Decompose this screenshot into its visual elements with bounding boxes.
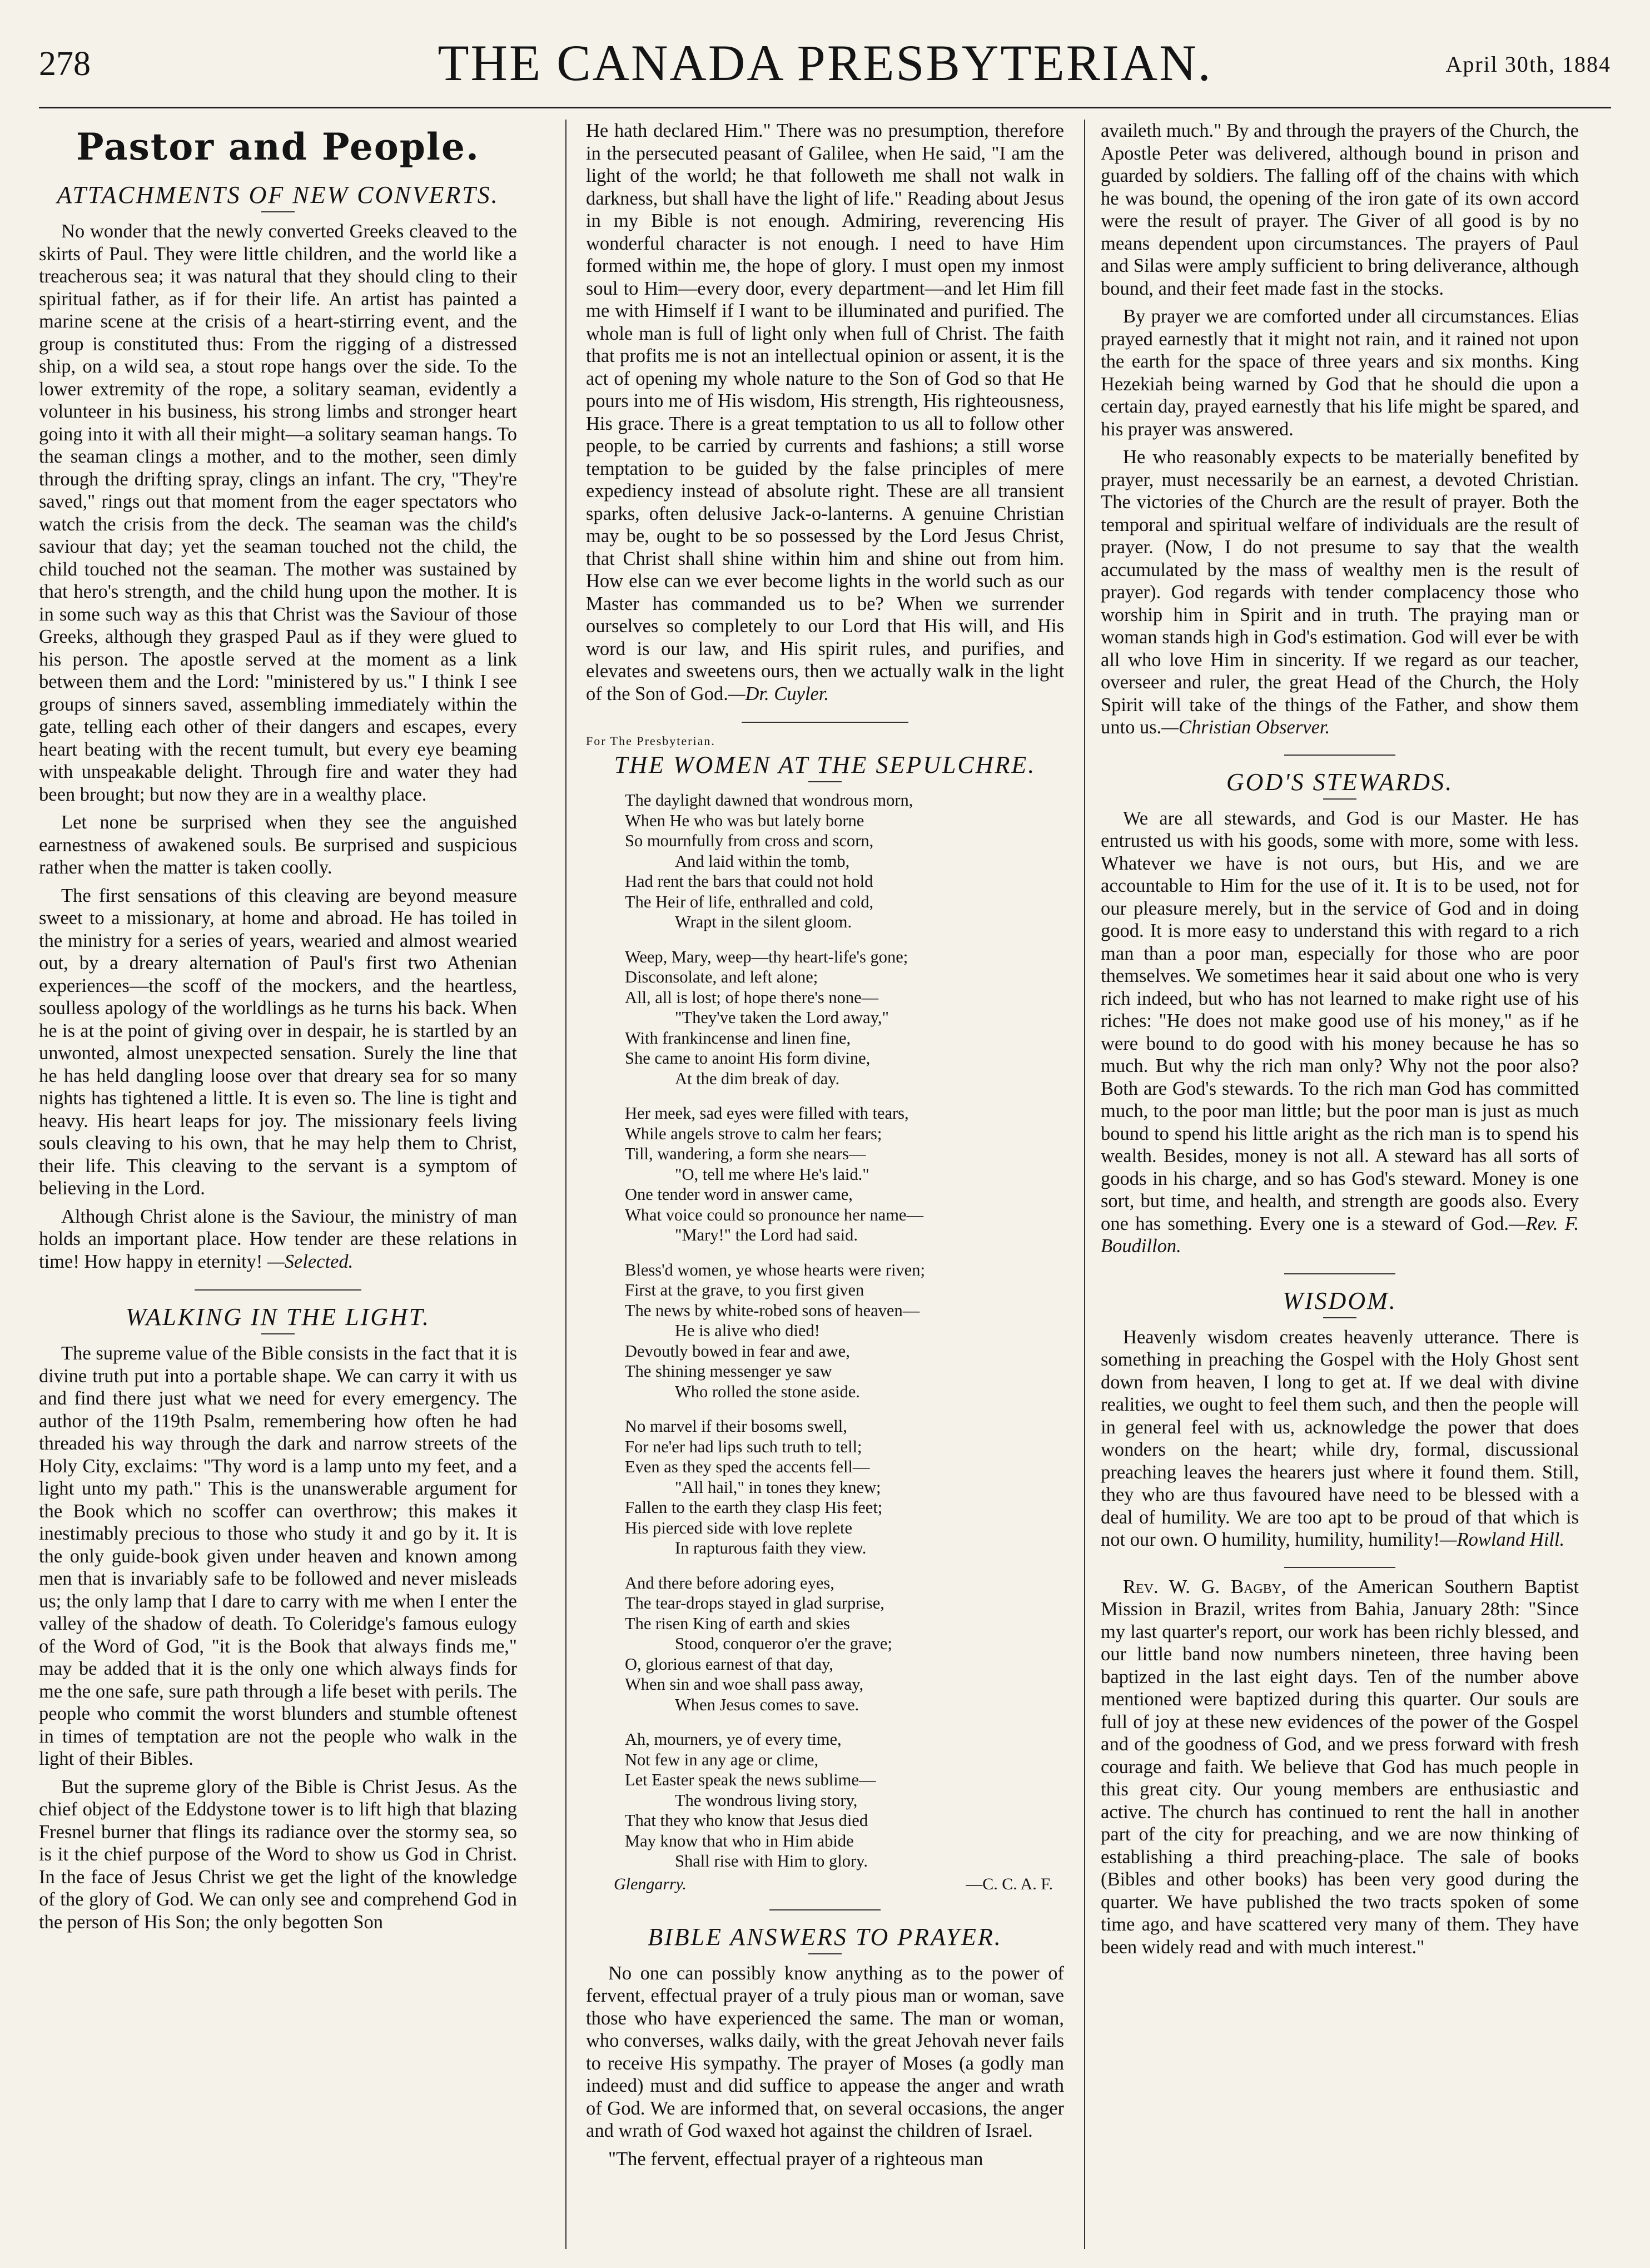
issue-date: April 30th, 1884 bbox=[1445, 52, 1611, 77]
poem-line: All, all is lost; of hope there's none— bbox=[625, 987, 879, 1007]
poem-line: Shall rise with Him to glory. bbox=[675, 1852, 868, 1870]
section-rule bbox=[1284, 1567, 1395, 1568]
poem-place: Glengarry. bbox=[614, 1874, 687, 1893]
paragraph: No wonder that the newly converted Greeks cleaved to the skirts of Paul. They were little children, and the world like a treacherous sea; it was natural that they should cling to their spiritual father, as if for their life. An artist has painted a marine scene at the crisis of a heart-stirring event, and the group is constituted thus: From the rigging of a distressed ship, on a wild sea, a stout rope hangs over the side. To the lower extremity of the rope, a solitary seaman, evidently a volunteer in his business, his strong limbs and stronger heart going into it with all their might—a solitary seaman hangs. To the seaman clings a mother, and to the mother, seen dimly through the drifting spray, clings an infant. The cry, "They're saved," rings out that moment from the eager spectators who watch the crisis from the deck. The seaman was the child's saviour that day; yet the seaman touched not the child, the child touched not the seaman. The mother was sustained by that hero's strength, and the child hung upon the mother. It is in some such way as this that Christ was the Saviour of those Greeks, although they grasped Paul as if they were glued to his person. The apostle served at the moment as a link between them and the Lord: "ministered by us." I think I see groups of sinners saved, assembling immediately within the gate, telling each other of their dangers and escapes, every heart beating with the recent tumult, but every eye beaming with unspeakable delight. Through fire and water they had been brought; but now they are in a wealthy place. bbox=[39, 221, 517, 805]
poem-line: With frankincense and linen fine, bbox=[625, 1028, 851, 1048]
poem-stanza bbox=[625, 790, 1064, 932]
column-2 bbox=[586, 120, 1064, 2249]
attribution: —Dr. Cuyler. bbox=[728, 683, 829, 704]
poem-line: Ah, mourners, ye of every time, bbox=[625, 1730, 842, 1749]
poem-title: THE WOMEN AT THE SEPULCHRE. bbox=[614, 751, 1036, 778]
poem-line: May know that who in Him abide bbox=[625, 1831, 854, 1850]
page-number: 278 bbox=[39, 45, 91, 83]
poem-line: Weep, Mary, weep—thy heart-life's gone; bbox=[625, 947, 908, 966]
paragraph: No one can possibly know anything as to the power of fervent, effectual prayer of a truly pious man or woman, save those who have experienced the same. The man or woman, who converses, walks daily, with the great Jehovah never fails to receive His sympathy. The prayer of Moses (a godly man indeed) must and did suffice to appease the anger and wrath of God. We are informed that, on several occasions, the anger and wrath of God waxed hot against the children of Israel. bbox=[586, 1962, 1064, 2141]
poem-line: The wondrous living story, bbox=[675, 1790, 858, 1810]
poem-line: "They've taken the Lord away," bbox=[675, 1008, 889, 1027]
paragraph-text: Although Christ alone is the Saviour, the ministry of man holds an important place. How tender are these relations in time! How happy in eternity! bbox=[39, 1205, 517, 1272]
title-rule bbox=[808, 1953, 842, 1954]
poem-line: And there before adoring eyes, bbox=[625, 1573, 834, 1592]
masthead: THE CANADA PRESBYTERIAN. bbox=[438, 34, 1212, 91]
page-header bbox=[0, 0, 1650, 117]
poem-line: When Jesus comes to save. bbox=[675, 1695, 859, 1714]
title-rule bbox=[261, 211, 295, 212]
section-rule bbox=[742, 722, 908, 723]
attribution: —Selected. bbox=[267, 1250, 354, 1272]
column-divider bbox=[1084, 120, 1085, 2249]
poem-line: Till, wandering, a form she nears— bbox=[625, 1144, 866, 1163]
paragraph: availeth much." By and through the prayers of the Church, the Apostle Peter was delivered, although bound in prison and guarded by soldiers. The falling off of the chains with which he was bound, the opening of the iron gate of its own accord were the result of prayer. The Giver of all good is by no means dependent upon circumstances. The prayers of Paul and Silas were amply sufficient to bring deliverance, although bound, and their feet made fast in the stocks. bbox=[1101, 120, 1579, 299]
paragraph: But the supreme glory of the Bible is Christ Jesus. As the chief object of the Eddystone tower is to lift high that blazing Fresnel burner that flings its radiance over the stormy sea, so is it the chief purpose of the Word to show us God in Christ. In the face of Jesus Christ we get the light of the knowledge of the glory of God. We can only see and comprehend God in the person of His Son; the only begotten Son bbox=[39, 1776, 517, 1933]
department-title: Pastor and People. bbox=[76, 125, 480, 168]
poem-line: In rapturous faith they view. bbox=[675, 1539, 867, 1557]
paragraph bbox=[1101, 1576, 1579, 1959]
paragraph bbox=[586, 120, 1064, 705]
poem-credit-line: For The Presbyterian. bbox=[586, 734, 715, 748]
poem-line: At the dim break of day. bbox=[675, 1069, 840, 1088]
poem-line: O, glorious earnest of that day, bbox=[625, 1654, 833, 1674]
title-rule bbox=[261, 1333, 295, 1334]
poem-line: And laid within the tomb, bbox=[675, 851, 850, 871]
column-1 bbox=[39, 120, 517, 2249]
column-3 bbox=[1101, 120, 1579, 2249]
poem-signature-row bbox=[614, 1875, 1053, 1894]
poem-line: When He who was but lately borne bbox=[625, 811, 864, 830]
correspondent-name: Rev. W. G. Bagby, bbox=[1123, 1576, 1286, 1597]
poem-stanza bbox=[625, 1729, 1064, 1872]
header-rule bbox=[39, 107, 1611, 108]
section-rule bbox=[769, 1909, 881, 1910]
poem-stanza bbox=[625, 947, 1064, 1089]
poem-line: The daylight dawned that wondrous morn, bbox=[625, 791, 913, 810]
poem-line: Devoutly bowed in fear and awe, bbox=[625, 1341, 850, 1361]
paragraph-text: He hath declared Him." There was no presumption, therefore in the persecuted peasant of Galilee, when He said, "I am the light of the world; he that followeth me shall not walk in darkness, but shall have the light of life." Reading about Jesus in my Bible is not enough. Admiring, reverencing His wonderful character is not enough. I need to have Him formed within me, the hope of glory. I must open my inmost soul to Him—every door, every department—and let Him fill me with Himself if I want to be illuminated and purified. The whole man is full of light only when full of Christ. The faith that profits me is not an intellectual opinion or assent, it is the act of opening my whole nature to the Son of God so that He pours into me of His wisdom, His strength, His righteousness, His grace. There is a great temptation to us all to follow other people, to be carried by currents and fashions; a still worse temptation to be guided by the false principles of mere expediency instead of absolute right. These are all transient sparks, often delusive Jack-o-lanterns. A genuine Christian may be, ought to be so possessed by the Lord Jesus Christ, that Christ shall shine within him and shine out from him. How else can we ever become lights in the world such as our Master has commanded us to be? When we surrender ourselves so completely to our Lord that His will, and His word is our law, and His spirit rules, and purifies, and elevates and sweetens ours, then we actually walk in the light of the Son of God. bbox=[586, 120, 1064, 704]
poem-line: Disconsolate, and left alone; bbox=[625, 967, 818, 986]
poem-line: The Heir of life, enthralled and cold, bbox=[625, 892, 874, 911]
title-rule bbox=[808, 781, 842, 782]
poem-line: The shining messenger ye saw bbox=[625, 1362, 832, 1381]
poem-line: That they who know that Jesus died bbox=[625, 1811, 868, 1830]
title-rule bbox=[1323, 1317, 1356, 1318]
article-title: ATTACHMENTS OF NEW CONVERTS. bbox=[57, 181, 499, 209]
poem-line: He is alive who died! bbox=[675, 1321, 820, 1340]
poem-line: Bless'd women, ye whose hearts were riven; bbox=[625, 1260, 925, 1279]
poem-line: First at the grave, to you first given bbox=[625, 1281, 864, 1299]
paragraph-text: of the American Southern Baptist Mission in Brazil, writes from Bahia, January 28th: "Since my last quarter's report, our work has been richly blessed, and our little band now numbers nineteen, three having been baptized in the last eight days. Ten of the number above mentioned were baptized during this quarter. Our souls are full of joy at these new evidences of the power of the Gospel and of the goodness of God, and we press forward with fresh courage and faith. We believe that God has much people in this great city. Our young members are enthusiastic and active. The church has continued to rent the hall in another part of the city for preaching, and we are now thinking of establishing a third preaching-place. The sale of books (Bibles and other books) has been very good during the quarter. We have published the two tracts spoken of some time ago, and have scattered very many of them. They have been widely read and with much interest." bbox=[1101, 1576, 1579, 1958]
poem-line: Even as they sped the accents fell— bbox=[625, 1457, 870, 1476]
poem-line: Stood, conqueror o'er the grave; bbox=[675, 1634, 892, 1653]
poem-line: No marvel if their bosoms swell, bbox=[625, 1417, 847, 1436]
poem-stanza bbox=[625, 1573, 1064, 1715]
poem-line: Let Easter speak the news sublime— bbox=[625, 1770, 876, 1789]
paragraph bbox=[1101, 1326, 1579, 1551]
poem-line: When sin and woe shall pass away, bbox=[625, 1675, 864, 1694]
poem-line: While angels strove to calm her fears; bbox=[625, 1124, 882, 1143]
poem-stanza bbox=[625, 1103, 1064, 1245]
poem-line: The tear-drops stayed in glad surprise, bbox=[625, 1594, 884, 1612]
poem-line: Who rolled the stone aside. bbox=[675, 1382, 860, 1401]
poem-line: For ne'er had lips such truth to tell; bbox=[625, 1437, 862, 1456]
title-rule bbox=[1323, 798, 1356, 800]
poem-line: Her meek, sad eyes were filled with tears, bbox=[625, 1104, 909, 1123]
poem-line: "Mary!" the Lord had said. bbox=[675, 1225, 858, 1244]
paragraph-text: We are all stewards, and God is our Master. He has entrusted us with his goods, some with more, some with less. Whatever we have is not ours, but His, and we are accountable to Him for the use of it. It is to be used, not for our pleasure merely, but in the service of God and in doing good. It is more easy to understand this with regard to a rich man than a poor man, especially for those who are poor themselves. We sometimes hear it said about one who is very rich indeed, but who has not learned to make right use of his riches: "He does not make good use of his money," as if he were bound to do good with his money because he has so much. But why the rich man only? Why not the poor also? Both are God's stewards. To the rich man God has committed much, to the poor man little; but the poor man is just as much bound to spend his little aright as the rich man is to spend his wealth. Besides, money is not all. A steward has all sorts of goods in his charge, and so has God's steward. Money is one sort, but time, and health, and strength are goods also. Every one has something. Every one is a steward of God. bbox=[1101, 807, 1579, 1234]
poem-line: The news by white-robed sons of heaven— bbox=[625, 1301, 920, 1320]
paragraph-text: He who reasonably expects to be materially benefited by prayer, must necessarily be an earnest, a devoted Christian. The victories of the Church are the result of prayer. Both the temporal and spiritual welfare of individuals are the result of prayer. (Now, I do not presume to say that the wealth accumulated by the mass of wealthy men is the result of prayer). God regards with tender complacency those who worship him in Spirit and in truth. The praying man or woman stands high in God's estimation. God will ever be with all who love Him in sincerity. If we regard as our teacher, overseer and ruler, the great Head of the Church, the Holy Spirit will take of the things of the Father, and show them unto us. bbox=[1101, 446, 1579, 738]
poem-line: "O, tell me where He's laid." bbox=[675, 1164, 869, 1184]
paragraph: The first sensations of this cleaving are beyond measure sweet to a missionary, at home and abroad. He has toiled in the ministry for a series of years, wearied and almost wearied out, by a dreary alternation of Paul's first two Athenian experiences—the scoff of the mockers, and the heartless, soulless apology of the worldlings as he turns his back. When he is at the point of giving over in despair, he is startled by an unwonted, almost unexpected sensation. Surely the line that he has held dangling loose over that dreary sea for so many nights has tightened a little. It is even so. The line is tight and heavy. His heart leaps for joy. The missionary feels living souls cleaving to his own, that he may help them to Christ, their life. This cleaving to the servant is a symptom of believing in the Lord. bbox=[39, 885, 517, 1199]
attribution: —Rev. F. Boudillon. bbox=[1101, 1213, 1579, 1257]
poem-line: So mournfully from cross and scorn, bbox=[625, 831, 874, 850]
poem-line: Had rent the bars that could not hold bbox=[625, 872, 873, 891]
poem-line: Not few in any age or clime, bbox=[625, 1750, 819, 1769]
poem-line: One tender word in answer came, bbox=[625, 1185, 853, 1204]
poem-stanza bbox=[625, 1416, 1064, 1559]
paragraph bbox=[1101, 446, 1579, 739]
paragraph bbox=[39, 1205, 517, 1273]
paragraph bbox=[1101, 807, 1579, 1258]
poem-line: What voice could so pronounce her name— bbox=[625, 1205, 923, 1224]
section-rule bbox=[1284, 755, 1395, 756]
attribution: —Christian Observer. bbox=[1161, 717, 1330, 738]
poem-stanza bbox=[625, 1260, 1064, 1402]
attribution: —Rowland Hill. bbox=[1439, 1529, 1565, 1550]
poem-line: "All hail," in tones they knew; bbox=[675, 1477, 881, 1497]
poem-signature: —C. C. A. F. bbox=[966, 1874, 1053, 1893]
poem-line: His pierced side with love replete bbox=[625, 1518, 853, 1537]
article-title: GOD'S STEWARDS. bbox=[1226, 768, 1454, 796]
poem-line: The risen King of earth and skies bbox=[625, 1614, 850, 1633]
article-title: WALKING IN THE LIGHT. bbox=[125, 1303, 431, 1331]
section-rule bbox=[1284, 1273, 1395, 1274]
paragraph: By prayer we are comforted under all circumstances. Elias prayed earnestly that it might not rain, and it rained not upon the earth for the space of three years and six months. King Hezekiah being warned by God that he should die upon a certain day, prayed earnestly that his life might be spared, and his prayer was answered. bbox=[1101, 306, 1579, 440]
poem-line: Wrapt in the silent gloom. bbox=[675, 912, 852, 931]
paragraph: Let none be surprised when they see the anguished earnestness of awakened souls. Be surprised and suspicious rather when the matter is taken coolly. bbox=[39, 812, 517, 878]
column-divider bbox=[565, 120, 566, 2249]
section-rule bbox=[195, 1289, 361, 1291]
poem-line: Fallen to the earth they clasp His feet; bbox=[625, 1498, 883, 1517]
poem-line: She came to anoint His form divine, bbox=[625, 1049, 871, 1068]
article-title: WISDOM. bbox=[1283, 1287, 1397, 1314]
paragraph-text: Heavenly wisdom creates heavenly utterance. There is something in preaching the Gospel with the Holy Ghost sent down from heaven, I long to get at. If we deal with divine realities, we ought to feel them such, and then the people will in general feel with us, acknowledge the power that does wonders on the heart; while dry, formal, discussional preaching leaves the hearers just where it found them. Still, they who are thus favoured have need to be blessed with a deal of humility. We are too apt to be proud of that which is not our own. O humility, humility, humility! bbox=[1101, 1326, 1579, 1550]
paragraph: "The fervent, effectual prayer of a righteous man bbox=[608, 2148, 983, 2170]
paragraph: The supreme value of the Bible consists in the fact that it is divine truth put into a portable shape. We can carry it with us and find there just what we need for every emergency. The author of the 119th Psalm, remembering how often he had threaded his way through the dark and narrow streets of the Holy City, exclaims: "Thy word is a lamp unto my feet, and a light unto my path." This is the unanswerable argument for the Book which no scoffer can overthrow; this makes it inestimably precious to those who study it and go by it. It is the only guide-book given under heaven and known among men that is invariably safe to be followed and never misleads us; the only lamp that I dare to carry with me when I enter the valley of the shadow of death. To Coleridge's famous eulogy of the Word of God, "it is the Book that always finds me," may be added that it is the only one which always finds for me the one safe, sure path through a life beset with perils. The people who commit the worst blunders and stumble oftenest in times of temptation are not the people who walk in the light of their Bibles. bbox=[39, 1343, 517, 1769]
article-title: BIBLE ANSWERS TO PRAYER. bbox=[648, 1923, 1002, 1951]
